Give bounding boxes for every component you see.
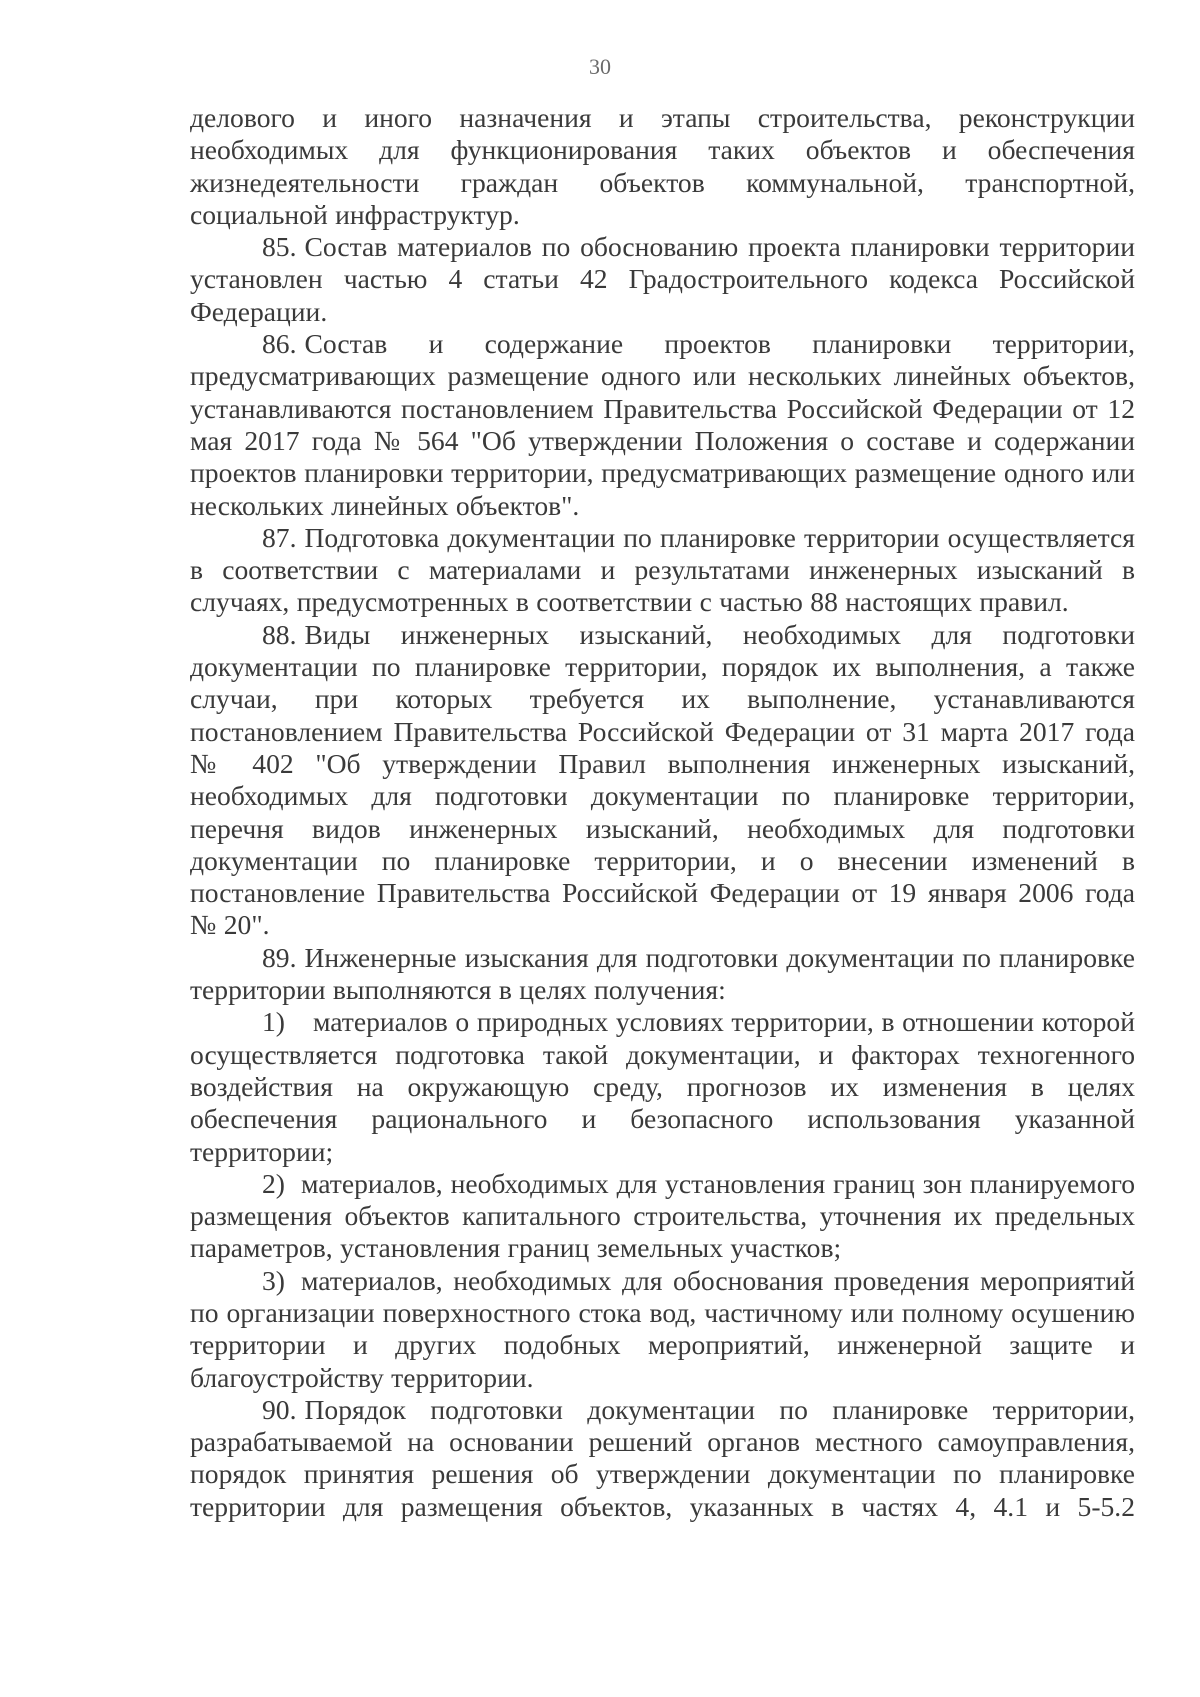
paragraph-number: 88.: [262, 618, 297, 650]
paragraph-text: делового и иного назначения и этапы строительства, реконструкции необходимых для функционирования таких объектов и обеспечения жизнедеятельности граждан объектов коммунальной, транспортной, социальной инфраструктур.: [190, 102, 1135, 230]
paragraph-text: Состав и содержание проектов планировки территории, предусматривающих размещение одного или нескольких линейных объектов, устанавливаются постановлением Правительства Российской Федерации от 12 мая 2017 года № 564 "Об утверждении Положения о составе и содержании проектов планировки территории, предусматривающих размещение одного или нескольких линейных объектов".: [190, 328, 1135, 521]
list-item-3: [190, 1265, 1135, 1394]
paragraph-text: Инженерные изыскания для подготовки документации по планировке территории выполняются в целях получения:: [190, 941, 1135, 1006]
paragraph-87: [190, 522, 1135, 619]
list-item-number: 3): [262, 1264, 285, 1296]
paragraph-number: 87.: [262, 521, 297, 553]
page-number: 30: [589, 54, 611, 79]
paragraph-number: 90.: [262, 1393, 297, 1425]
list-item-number: 2): [262, 1167, 285, 1199]
paragraph-88: [190, 619, 1135, 942]
paragraph-text: Состав материалов по обоснованию проекта планировки территории установлен частью 4 статьи 42 Градостроительного кодекса Российской Федерации.: [190, 231, 1135, 327]
paragraph-number: 86.: [262, 328, 297, 360]
paragraph-85: [190, 231, 1135, 328]
paragraph-86: [190, 328, 1135, 522]
list-item-text: материалов о природных условиях территории, в отношении которой осуществляется подготовка такой документации, и факторах техногенного воздействия на окружающую среду, прогнозов их изменения в целях обеспечения рационального и безопасного использования указанной территории;: [190, 1006, 1135, 1167]
list-item-text: материалов, необходимых для обоснования проведения мероприятий по организации поверхностного стока вод, частичному или полному осушению территории и других подобных мероприятий, инженерной защите и благоустройству территории.: [190, 1264, 1135, 1393]
paragraph-number: 85.: [262, 231, 297, 263]
paragraph-number: 89.: [262, 941, 297, 973]
paragraph-continuation: [190, 102, 1135, 231]
list-item-text: материалов, необходимых для установления границ зон планируемого размещения объектов капитального строительства, уточнения их предельных параметров, установления границ земельных участков;: [190, 1167, 1135, 1264]
list-item-number: 1): [262, 1006, 285, 1038]
paragraph-text: Подготовка документации по планировке территории осуществляется в соответствии с материалами и результатами инженерных изысканий в случаях, предусмотренных в соответствии с частью 88 настоящих правил.: [190, 521, 1135, 618]
paragraph-89: [190, 942, 1135, 1007]
list-item-2: [190, 1168, 1135, 1265]
paragraph-90: [190, 1394, 1135, 1523]
list-item-1: [190, 1006, 1135, 1167]
paragraph-text: Порядок подготовки документации по планировке территории, разрабатываемой на основании решений органов местного самоуправления, порядок принятия решения об утверждении документации по планировке территории для размещения объектов, указанных в частях 4, 4.1 и 5-5.2: [190, 1393, 1135, 1522]
document-body: [190, 102, 1135, 1523]
paragraph-text: Виды инженерных изысканий, необходимых для подготовки документации по планировке территории, порядок их выполнения, а также случаи, при которых требуется их выполнение, устанавливаются постановлением Правительства Российской Федерации от 31 марта 2017 года № 402 "Об утверждении Правил выполнения инженерных изысканий, необходимых для подготовки документации по планировке территории, перечня видов инженерных изысканий, необходимых для подготовки документации по планировке территории, и о внесении изменений в постановление Правительства Российской Федерации от 19 января 2006 года № 20".: [190, 618, 1135, 941]
